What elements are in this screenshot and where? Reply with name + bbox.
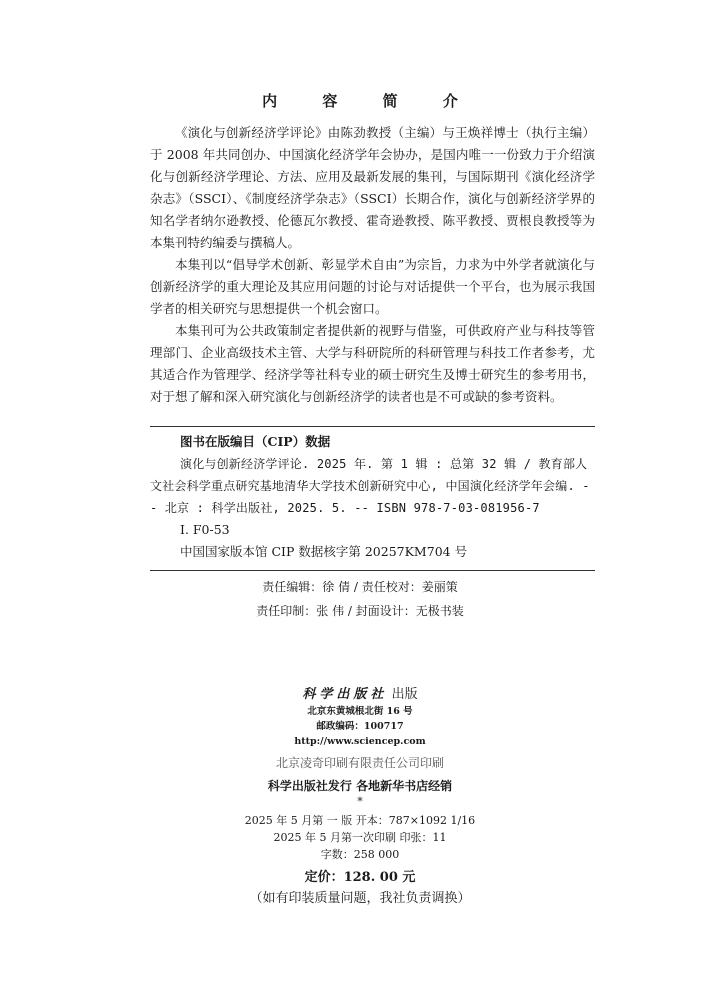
publisher-name-line xyxy=(0,686,720,704)
cip-heading: 图书在版编目（CIP）数据 xyxy=(180,434,331,449)
publisher-address: 北京东黄城根北街 16 号 xyxy=(307,706,413,717)
cip-record: 中国国家版本馆 CIP 数据核字第 20257KM704 号 xyxy=(180,544,468,559)
edition-line: 2025 年 5 月第一次印刷 印张：11 xyxy=(273,831,447,844)
distribution-line: 科学出版社发行 各地新华书店经销 xyxy=(267,779,453,793)
cip-classification: Ⅰ. F0-53 xyxy=(180,522,230,537)
publisher-name: 科学出版社 xyxy=(302,687,388,702)
page-title: 内 容 简 介 xyxy=(262,92,478,110)
cip-block xyxy=(150,431,595,563)
divider xyxy=(150,426,595,427)
price: 定价：128. 00 元 xyxy=(304,870,416,885)
editors-block xyxy=(0,575,720,623)
intro-paragraph: 本集刊可为公共政策制定者提供新的视野与借鉴，可供政府产业与科技等管理部门、企业高级技术主管、大学与科研院所的科研管理与科技工作者参考，尤其适合作为管理学、经济学等社科专业的硕士研究生及博士研究生的参考用书，对于想了解和深入研究演化与创新经济学的读者也是不可或缺的参考资料。 xyxy=(150,323,595,404)
edition-block xyxy=(0,812,720,863)
editors-line: 责任编辑：徐 倩 / 责任校对：姜丽策 xyxy=(262,580,458,594)
cip-body: 演化与创新经济学评论. 2025 年. 第 1 辑 : 总第 32 辑 / 教育部人文社会科学重点研究基地清华大学技术创新研究中心, 中国演化经济学年会编. -- 北京 : 科学出版社, 2025. 5. -- ISBN 978-7-03-081956-7 xyxy=(150,457,590,515)
editors-line: 责任印制：张 伟 / 封面设计：无极书装 xyxy=(256,604,464,618)
intro-section xyxy=(150,122,595,408)
intro-paragraph: 本集刊以“倡导学术创新、彰显学术自由”为宗旨，力求为中外学者就演化与创新经济学的重大理论及其应用问题的讨论与对话提供一个平台，也为展示我国学者的相关研究与思想提供一个机会窗口。 xyxy=(150,257,595,316)
publisher-url: http://www.sciencep.com xyxy=(294,736,426,747)
intro-paragraph: 《演化与创新经济学评论》由陈劲教授（主编）与王焕祥博士（执行主编）于 2008 年共同创办、中国演化经济学年会协办，是国内唯一一份致力于介绍演化与创新经济学理论、方法、应用及最新发展的集刊，与国际期刊《演化经济学杂志》（SSCI）、《制度经济学杂志》（SSCI）长期合作，演化与创新经济学界的知名学者纳尔逊教授、伦德瓦尔教授、霍奇逊教授、陈平教授、贾根良教授等为本集刊特约编委与撰稿人。 xyxy=(150,125,595,250)
publisher-postcode: 邮政编码：100717 xyxy=(316,721,404,732)
printer-line: 北京凌奇印刷有限责任公司印刷 xyxy=(275,756,444,770)
publisher-suffix: 出版 xyxy=(391,687,418,702)
edition-line: 2025 年 5 月第 一 版 开本：787×1092 1/16 xyxy=(244,814,476,827)
divider xyxy=(150,570,595,571)
quality-notice: （如有印装质量问题，我社负责调换） xyxy=(249,891,471,906)
publisher-block xyxy=(0,686,720,749)
edition-line: 字数：258 000 xyxy=(320,848,400,861)
separator-star: * xyxy=(357,795,363,808)
